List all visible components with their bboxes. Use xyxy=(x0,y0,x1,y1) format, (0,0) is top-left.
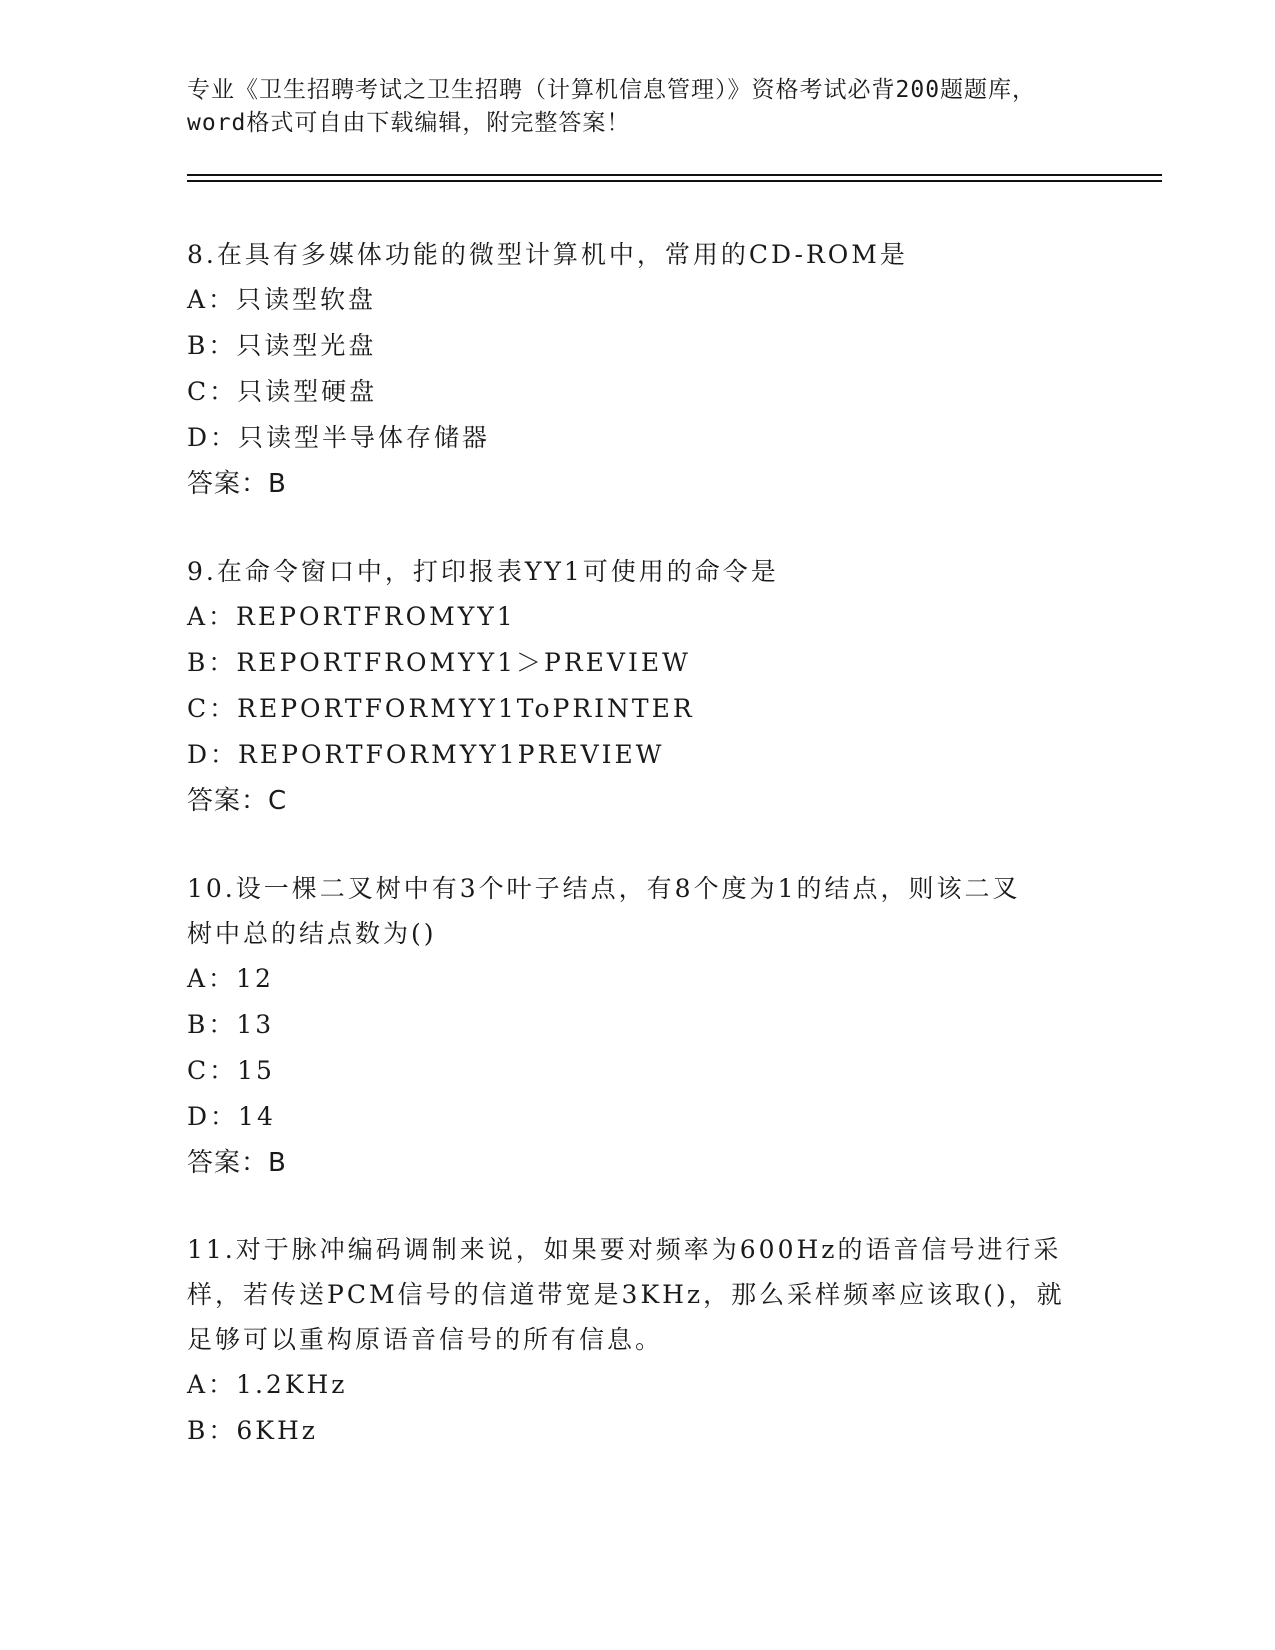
question-text-line: 样，若传送PCM信号的信道带宽是3KHz，那么采样频率应该取()，就 xyxy=(187,1280,1065,1309)
header-line-2: word格式可自由下载编辑，附完整答案！ xyxy=(187,110,631,136)
option-a: A：12 xyxy=(187,964,274,993)
option-d: D：14 xyxy=(187,1102,276,1131)
option-a: A：1.2KHz xyxy=(187,1370,348,1399)
question-text: 8.在具有多媒体功能的微型计算机中，常用的CD-ROM是 xyxy=(187,240,908,269)
option-b: B：13 xyxy=(187,1010,275,1039)
header-line-1: 专业《卫生招聘考试之卫生招聘（计算机信息管理）》资格考试必背200题题库， xyxy=(187,77,1037,103)
option-c: C：15 xyxy=(187,1056,275,1085)
document-header xyxy=(187,74,1087,140)
answer: 答案：B xyxy=(187,469,287,499)
question-text-line: 足够可以重构原语音信号的所有信息。 xyxy=(187,1325,664,1354)
header-divider-bottom xyxy=(187,180,1162,182)
option-c: C：REPORTFORMYY1ToPRINTER xyxy=(187,694,695,723)
option-d: D：REPORTFORMYY1PREVIEW xyxy=(187,740,665,769)
question-text-line: 11.对于脉冲编码调制来说，如果要对频率为600Hz的语音信号进行采 xyxy=(187,1235,1062,1264)
option-b: B：6KHz xyxy=(187,1416,318,1445)
question-text-line: 树中总的结点数为() xyxy=(187,919,437,948)
answer: 答案：B xyxy=(187,1148,287,1178)
option-b: B：REPORTFROMYY1＞PREVIEW xyxy=(187,648,691,677)
option-b: B：只读型光盘 xyxy=(187,331,377,360)
header-divider-top xyxy=(187,174,1162,176)
question-9 xyxy=(187,549,1087,824)
option-d: D：只读型半导体存储器 xyxy=(187,423,491,452)
option-c: C：只读型硬盘 xyxy=(187,377,378,406)
question-10 xyxy=(187,866,1087,1186)
question-8 xyxy=(187,232,1087,507)
question-11 xyxy=(187,1227,1087,1454)
option-a: A：只读型软盘 xyxy=(187,285,377,314)
option-a: A：REPORTFROMYY1 xyxy=(187,602,516,631)
question-text: 9.在命令窗口中，打印报表YY1可使用的命令是 xyxy=(187,557,779,586)
answer: 答案：C xyxy=(187,786,288,816)
question-text-line: 10.设一棵二叉树中有3个叶子结点，有8个度为1的结点，则该二叉 xyxy=(187,874,1021,903)
